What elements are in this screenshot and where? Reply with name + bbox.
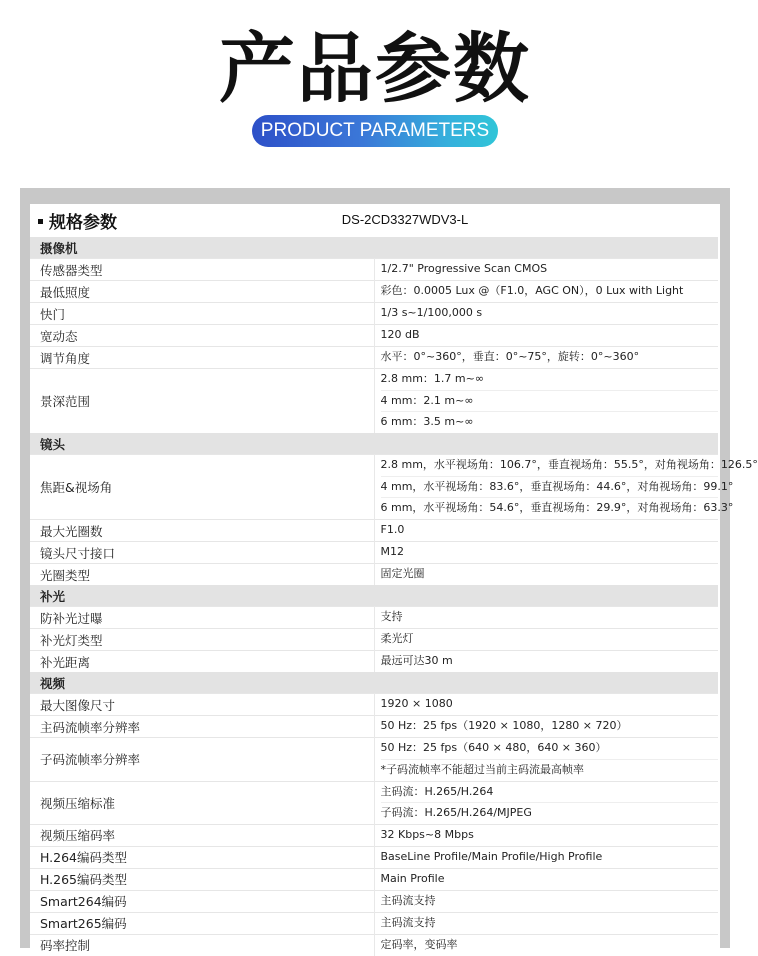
spec-value-cell [374, 912, 718, 934]
spec-row [30, 520, 718, 542]
spec-row [30, 564, 718, 586]
spec-row [30, 281, 718, 303]
spec-section-title-text: 规格参数 [49, 213, 117, 233]
spec-key: 视频压缩码率 [30, 824, 374, 846]
spec-row [30, 694, 718, 716]
spec-value: 50 Hz：25 fps（640 × 480，640 × 360） [380, 741, 607, 755]
spec-row [30, 455, 718, 520]
spec-value-cell [374, 303, 718, 325]
category-row [30, 237, 718, 259]
spec-key: 宽动态 [30, 325, 374, 347]
page-title: 产品参数 [219, 24, 531, 113]
spec-value: 6 mm：3.5 m~∞ [381, 411, 719, 433]
spec-value: 1920 × 1080 [380, 697, 453, 711]
spec-table [30, 237, 758, 956]
spec-key: Smart265编码 [30, 912, 374, 934]
page-header [0, 0, 750, 188]
spec-value: 1/3 s~1/100,000 s [380, 306, 483, 320]
spec-value: 固定光圈 [380, 567, 425, 581]
spec-value: 支持 [380, 610, 403, 624]
spec-value-cell [374, 542, 718, 564]
spec-value: 定码率，变码率 [380, 938, 458, 952]
spec-value: 2.8 mm，水平视场角：106.7°，垂直视场角：55.5°，对角视场角：126.5° [380, 458, 758, 472]
spec-value: 主码流支持 [380, 916, 436, 930]
spec-key: 快门 [30, 303, 374, 325]
spec-key: 补光距离 [30, 651, 374, 673]
category-label: 补光 [30, 585, 718, 607]
spec-value-cell [374, 369, 718, 434]
spec-sheet [30, 204, 758, 954]
spec-value: 120 dB [380, 328, 420, 342]
spec-key: 传感器类型 [30, 259, 374, 281]
spec-key: 最大图像尺寸 [30, 694, 374, 716]
spec-key: 补光灯类型 [30, 629, 374, 651]
spec-row [30, 781, 718, 824]
spec-value-cell [374, 868, 718, 890]
spec-value-cell [374, 607, 718, 629]
spec-value-cell [374, 846, 718, 868]
spec-row [30, 629, 718, 651]
spec-key: 视频压缩标准 [30, 781, 374, 824]
spec-row [30, 934, 718, 956]
spec-key: 焦距&视场角 [30, 455, 374, 520]
category-row [30, 585, 718, 607]
spec-row [30, 303, 718, 325]
spec-row [30, 890, 718, 912]
spec-row [30, 259, 718, 281]
spec-key: 码率控制 [30, 934, 374, 956]
spec-key: 调节角度 [30, 347, 374, 369]
spec-value: 6 mm，水平视场角：54.6°，垂直视场角：29.9°，对角视场角：63.3° [381, 497, 719, 519]
spec-value: 彩色：0.0005 Lux @（F1.0，AGC ON），0 Lux with Light [380, 284, 684, 298]
category-label: 摄像机 [30, 237, 718, 259]
spec-value-cell [374, 347, 718, 369]
spec-value: 50 Hz：25 fps（1920 × 1080，1280 × 720） [380, 719, 628, 733]
spec-value: BaseLine Profile/Main Profile/High Profile [380, 850, 603, 864]
spec-value: F1.0 [380, 523, 405, 537]
model-number: DS-2CD3327WDV3-L [341, 212, 469, 227]
spec-row [30, 824, 718, 846]
spec-value-cell [374, 629, 718, 651]
spec-value-cell [374, 738, 718, 781]
spec-row [30, 868, 718, 890]
category-row [30, 672, 718, 694]
spec-key: 最大光圈数 [30, 520, 374, 542]
spec-row [30, 542, 718, 564]
spec-row [30, 347, 718, 369]
category-label: 视频 [30, 672, 718, 694]
spec-row [30, 738, 718, 781]
spec-row [30, 912, 718, 934]
spec-row [30, 651, 718, 673]
spec-value: 2.8 mm：1.7 m~∞ [380, 372, 485, 385]
spec-value-cell [374, 824, 718, 846]
spec-value: M12 [380, 545, 404, 559]
spec-key: H.264编码类型 [30, 846, 374, 868]
spec-value-cell [374, 651, 718, 673]
spec-frame [20, 188, 758, 954]
spec-key: 镜头尺寸接口 [30, 542, 374, 564]
spec-value-cell [374, 934, 718, 956]
spec-value: 水平：0°~360°，垂直：0°~75°，旋转：0°~360° [380, 350, 640, 364]
spec-value: 主码流：H.265/H.264 [380, 784, 494, 798]
spec-value-cell [374, 890, 718, 912]
spec-value-cell [374, 716, 718, 738]
spec-value: 4 mm：2.1 m~∞ [381, 390, 719, 412]
spec-row [30, 607, 718, 629]
spec-value-cell [374, 325, 718, 347]
spec-value-cell [374, 564, 718, 586]
spec-value: *子码流帧率不能超过当前主码流最高帧率 [381, 759, 719, 781]
spec-value: 子码流：H.265/H.264/MJPEG [381, 802, 719, 824]
spec-row [30, 325, 718, 347]
spec-key: 最低照度 [30, 281, 374, 303]
spec-sheet-header [30, 204, 720, 237]
spec-key: 防补光过曝 [30, 607, 374, 629]
spec-row [30, 369, 718, 434]
spec-key: 主码流帧率分辨率 [30, 716, 374, 738]
category-label: 镜头 [30, 433, 718, 455]
spec-row [30, 716, 718, 738]
spec-key: 景深范围 [30, 369, 374, 434]
spec-value: 柔光灯 [380, 632, 414, 646]
spec-value-cell [374, 781, 718, 824]
spec-value-cell [374, 520, 718, 542]
subtitle-badge: PRODUCT PARAMETERS [252, 115, 498, 147]
spec-value-cell [374, 694, 718, 716]
spec-key: 光圈类型 [30, 564, 374, 586]
spec-key: Smart264编码 [30, 890, 374, 912]
spec-value: 4 mm，水平视场角：83.6°，垂直视场角：44.6°，对角视场角：99.1° [381, 476, 719, 498]
spec-key: 子码流帧率分辨率 [30, 738, 374, 781]
spec-value: 主码流支持 [380, 894, 436, 908]
spec-value-cell [374, 455, 758, 520]
spec-row [30, 846, 718, 868]
spec-value: 32 Kbps~8 Mbps [380, 828, 474, 842]
spec-value: Main Profile [380, 872, 445, 886]
spec-value: 最远可达30 m [380, 654, 453, 668]
spec-value-cell [374, 281, 718, 303]
category-row [30, 433, 718, 455]
spec-value-cell [374, 259, 718, 281]
spec-value: 1/2.7" Progressive Scan CMOS [380, 262, 548, 276]
spec-key: H.265编码类型 [30, 868, 374, 890]
